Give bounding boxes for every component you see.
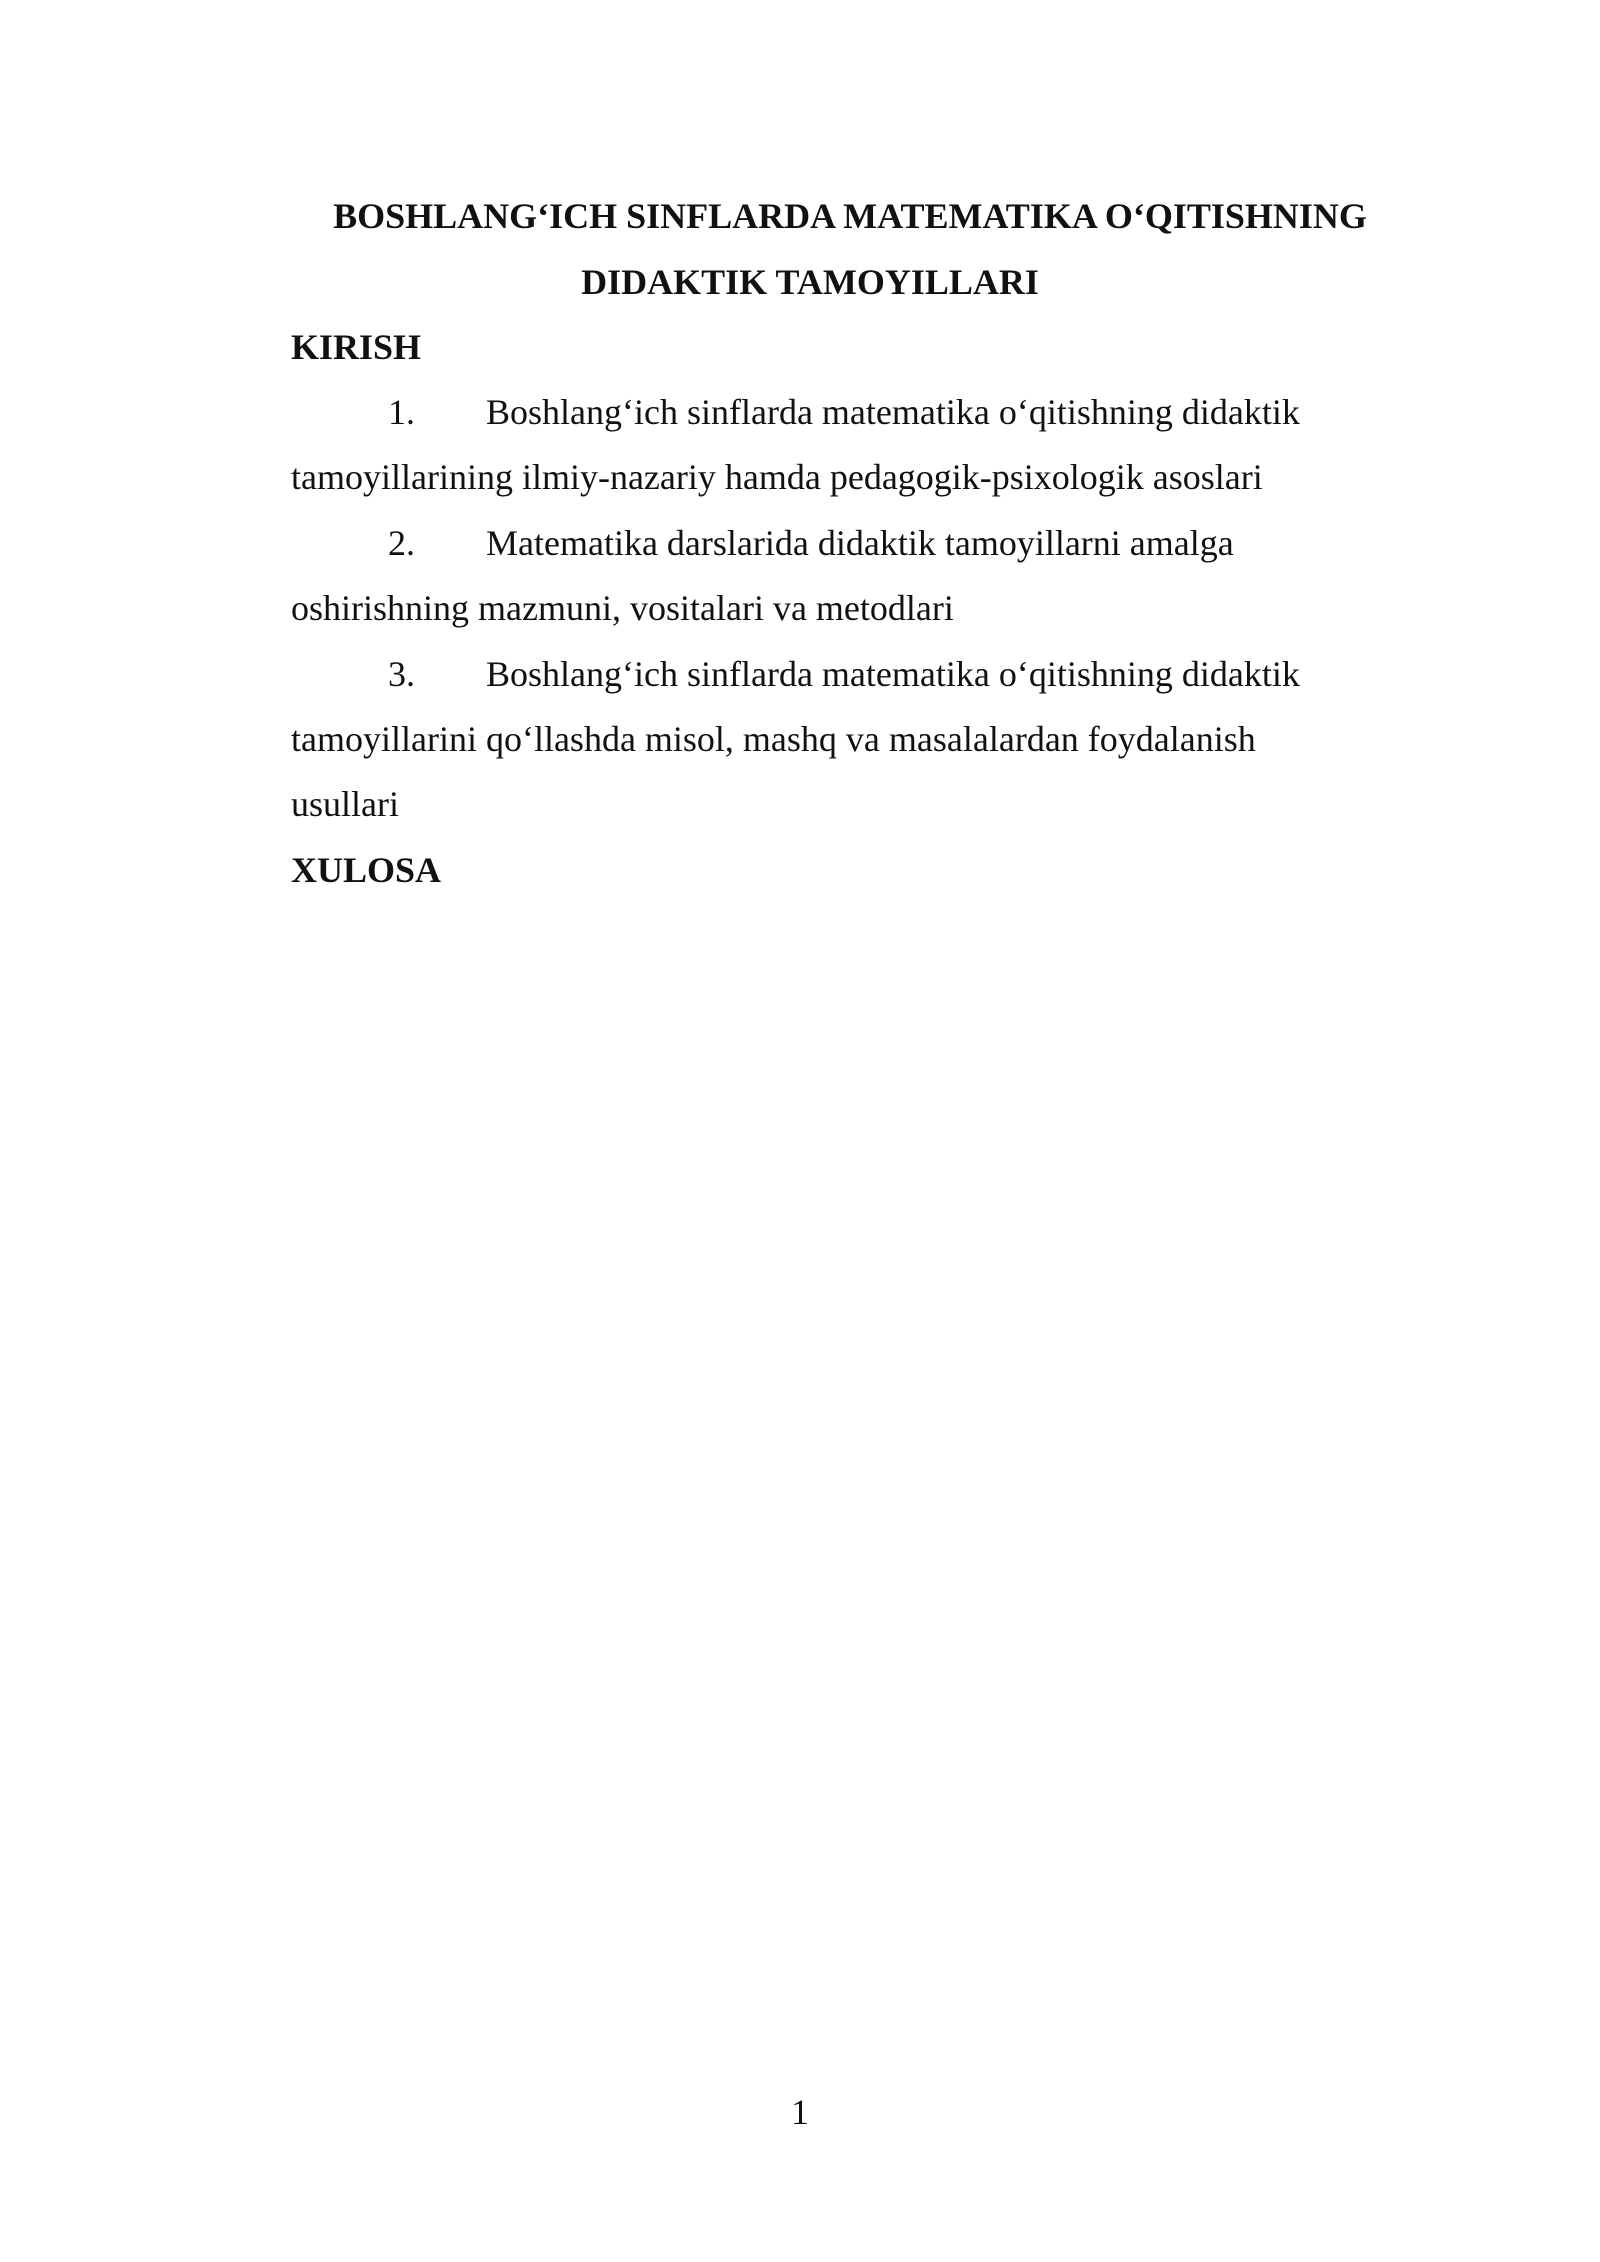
page-number: 1 <box>791 2092 809 2132</box>
toc-item-3-line-2: tamoyillarini qo‘llashda misol, mashq va masalalardan foydalanish <box>291 719 1256 759</box>
toc-item-3-line-3: usullari <box>291 784 399 824</box>
toc-item-1-number: 1. <box>388 392 415 432</box>
toc-item-1-line-2: tamoyillarining ilmiy-nazariy hamda pedagogik-psixologik asoslari <box>291 457 1263 497</box>
toc-item-2-line-1: Matematika darslarida didaktik tamoyillarni amalga <box>486 523 1234 563</box>
toc-item-2-number: 2. <box>388 523 415 563</box>
document-title-line-1: BOSHLANG‘ICH SINFLARDA MATEMATIKA O‘QITISHNING <box>333 196 1367 236</box>
document-title-line-2: DIDAKTIK TAMOYILLARI <box>581 262 1039 302</box>
conclusion-heading: XULOSA <box>291 850 442 890</box>
toc-item-3-line-1: Boshlang‘ich sinflarda matematika o‘qitishning didaktik <box>486 654 1300 694</box>
toc-item-2-line-2: oshirishning mazmuni, vositalari va metodlari <box>291 588 954 628</box>
toc-item-1-line-1: Boshlang‘ich sinflarda matematika o‘qitishning didaktik <box>486 392 1300 432</box>
intro-heading: KIRISH <box>291 327 422 367</box>
toc-item-3-number: 3. <box>388 654 415 694</box>
